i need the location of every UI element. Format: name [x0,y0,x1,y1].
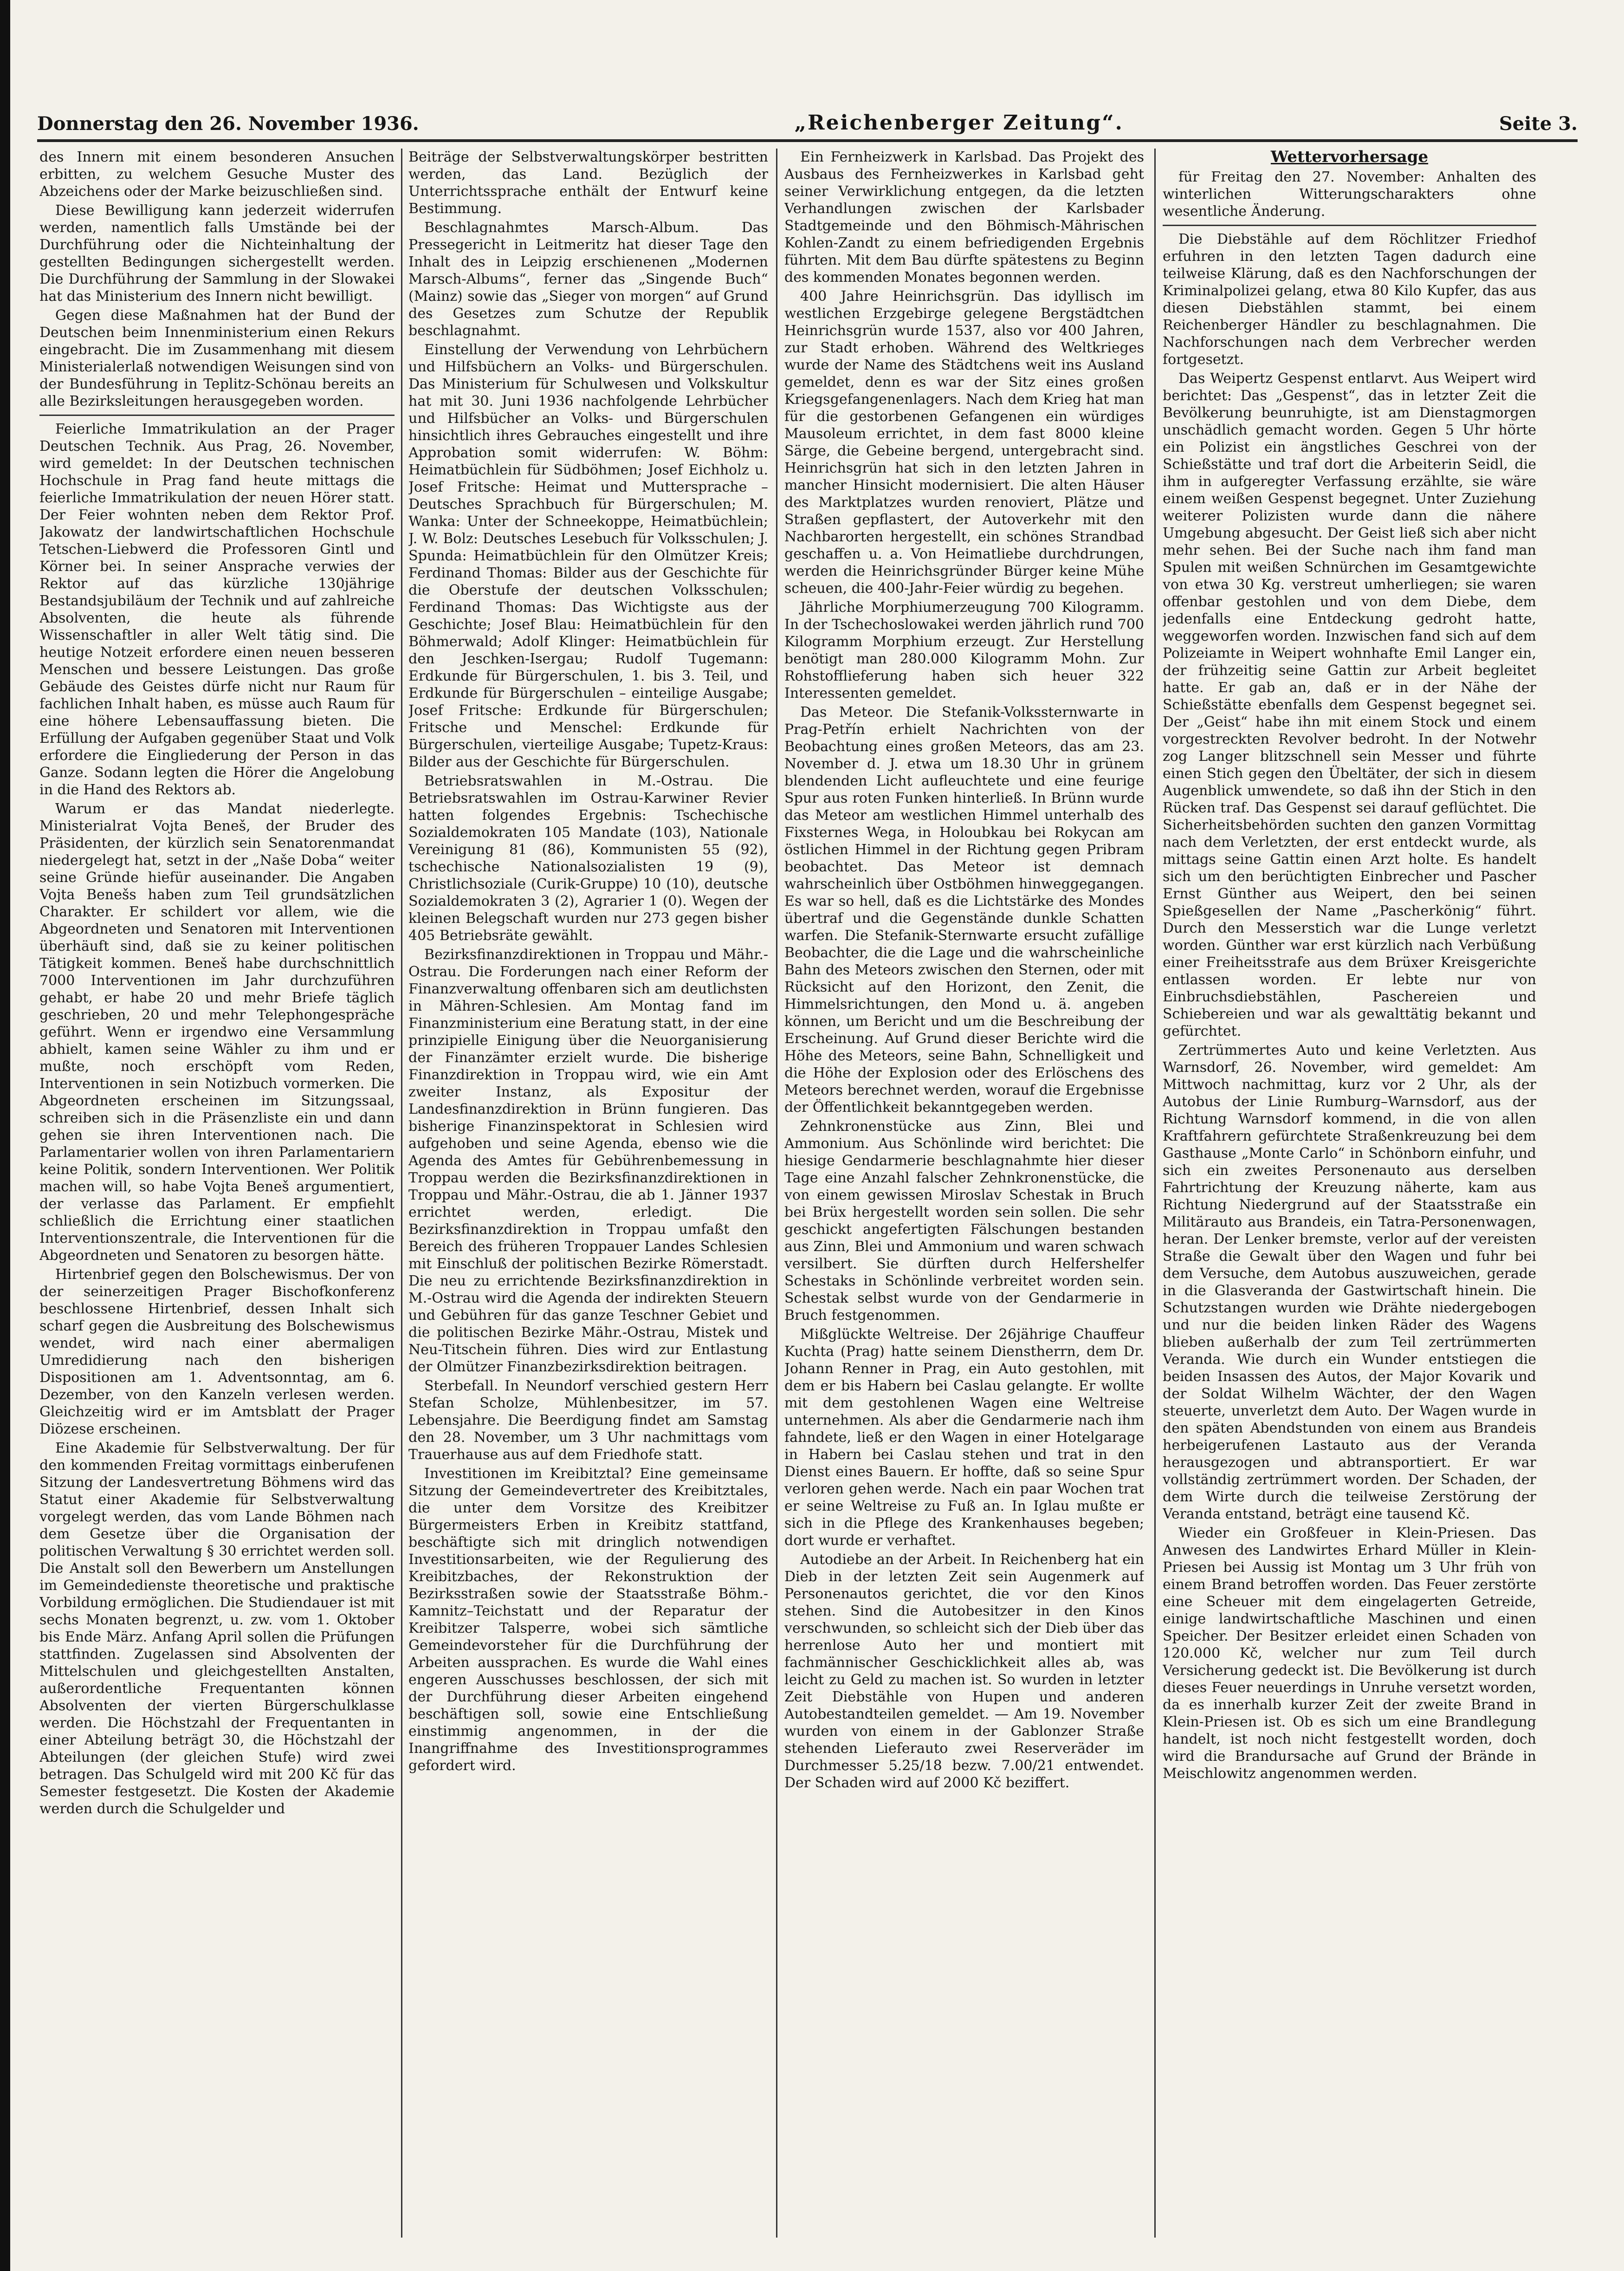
article-paragraph: Bezirksfinanzdirektionen in Troppau und Mähr.-Ostrau. Die Forderungen nach einer Reform der Finanzverwaltung offenbaren sich am deutlichsten in Mähren-Schlesien. Am Montag fand im Finanzministerium eine Beratung statt, in der eine prinzipielle Einigung über die Neuorganisierung der Finanzämter erzielt wurde. Die bisherige Finanzdirektion in Troppau wird, wie ein Amt zweiter Instanz, als Expositur der Landesfinanzdirektion in Brünn fungieren. Das bisherige Finanzinspektorat in Schlesien wird aufgehoben und seine Agenda, ebenso wie die Agenda des Amtes für Gebührenbemessung in Troppau werden die Bezirksfinanzdirektionen in Troppau und Mähr.-Ostrau, die ab 1. Jänner 1937 errichtet werden, erledigt. Die Bezirksfinanzdirektion in Troppau umfaßt den Bereich des früheren Troppauer Landes Schlesien mit Einschluß der politischen Bezirke Römerstadt. Die neu zu errichtende Bezirksfinanzdirektion in M.-Ostrau wird die Agenda der indirekten Steuern und Gebühren für das ganze Teschner Gebiet und die politischen Bezirke Mähr.-Ostrau, Mistek und Neu-Titschein führen. Dies wird zur Entlastung der Olmützer Finanzbezirksdirektion beitragen. [408,947,768,1375]
newspaper-name: „Reichenberger Zeitung“. [794,111,1124,135]
article-paragraph: Investitionen im Kreibitztal? Eine gemeinsame Sitzung der Gemeindevertreter des Kreibitztales, die unter dem Vorsitze des Kreibitzer Bürgermeisters Erben in Kreibitz stattfand, beschäftigte sich mit dringlich notwendigen Investitionsarbeiten, wie der Regulierung des Kreibitzbaches, der Rekonstruktion der Bezirksstraßen sowie der Staatsstraße Böhm.-Kamnitz–Teichstatt und der Reparatur der Kreibitzer Talsperre, wobei sich sämtliche Gemeindevorsteher für die Durchführung der Arbeiten aussprachen. Es wurde die Wahl eines engeren Ausschusses beschlossen, der sich mit der Durchführung dieser Arbeiten eingehend beschäftigen soll, sowie eine Entschließung einstimmig angenommen, in der die Inangriffnahme des Investitionsprogrammes gefordert wird. [408,1466,768,1774]
article-paragraph: Ein Fernheizwerk in Karlsbad. Das Projekt des Ausbaus des Fernheizwerkes in Karlsbad geht seiner Verwirklichung entgegen, da die letzten Verhandlungen zwischen der Karlsbader Stadtgemeinde und den Böhmisch-Mährischen Kohlen-Zandt zu einem befriedigenden Ergebnis führten. Mit dem Bau dürfte spätestens zu Beginn des kommenden Monates begonnen werden. [784,149,1144,285]
article-paragraph: Das Weipertz Gespenst entlarvt. Aus Weipert wird berichtet: Das „Gespenst“, das in letzter Zeit die Bevölkerung beunruhigte, ist am Dienstagmorgen unschädlich gemacht worden. Gegen 5 Uhr hörte ein Polizist ein ängstliches Geschrei von der Schießstätte und traf dort die Arbeiterin Seidl, die ihm in aufgeregter Verfassung erzählte, sie wäre einem weißen Gespenst begegnet. Unter Zuziehung weiterer Polizisten wurde dann die nähere Umgebung abgesucht. Der Geist ließ sich aber nicht mehr sehen. Bei der Suche nach ihm fand man Spulen mit weißen Schnürchen im Gesamtgewichte von etwa 30 Kg. verstreut umherliegen; sie waren offenbar gestohlen und von dem Diebe, dem jedenfalls eine Entdeckung gedroht hatte, weggeworfen worden. Inzwischen fand sich auf dem Polizeiamte in Weipert wohnhafte Emil Langer ein, der frühzeitig seine Gattin zur Arbeit begleitet hatte. Er gab an, daß er in der Nähe der Schießstätte ebenfalls dem Gespenst begegnet sei. Der „Geist“ habe ihn mit einem Stock und einem vorgestreckten Revolver bedroht. In der Notwehr zog Langer blitzschnell sein Messer und führte einen Stich gegen den Übeltäter, der sich in diesem Augenblick umwendete, so daß ihn der Stich in den Rücken traf. Das Gespenst sei darauf geflüchtet. Die Sicherheitsbehörden suchten den ganzen Vormittag nach dem Verletzten, der erst entdeckt wurde, als mittags seine Gattin einen Arzt holte. Es handelt sich um den berüchtigten Einbrecher und Pascher Ernst Günther aus Weipert, den bei seinen Spießgesellen der Name „Pascherkönig“ führt. Durch den Messerstich war die Lunge verletzt worden. Günther war erst kürzlich nach Verbüßung einer Freiheitsstrafe aus dem Brüxer Kreisgerichte entlassen worden. Er lebte nur von Einbruchsdiebstählen, Paschereien und Schiebereien und war als gewalttätig bekannt und gefürchtet. [1163,370,1536,1039]
article-paragraph: Autodiebe an der Arbeit. In Reichenberg hat ein Dieb in der letzten Zeit sein Augenmerk auf Personenautos gerichtet, die vor den Kinos stehen. Sind die Autobesitzer in den Kinos verschwunden, so schleicht sich der Dieb über das herrenlose Auto her und montiert mit fachmännischer Geschicklichkeit alles ab, was leicht zu Geld zu machen ist. So wurden in letzter Zeit Diebstähle von Hupen und anderen Autobestandteilen gemeldet. — Am 19. November wurden von einem in der Gablonzer Straße stehenden Lieferauto zwei Reserveräder im Durchmesser 5.25/18 bezw. 7.00/21 entwendet. Der Schaden wird auf 2000 Kč beziffert. [784,1551,1144,1791]
column-4 [1163,149,1536,2238]
weather-forecast: für Freitag den 27. November: Anhalten des winterlichen Witterungscharakters ohne wesentliche Änderung. [1163,169,1536,220]
header-rule [37,139,1578,142]
article-paragraph: 400 Jahre Heinrichsgrün. Das idyllisch im westlichen Erzgebirge gelegene Bergstädtchen Heinrichsgrün wurde 1537, also vor 400 Jahren, zur Stadt erhoben. Während des Weltkrieges wurde der Name des Städtchens weit ins Ausland gemeldet, denn es war der Sitz eines großen Kriegsgefangenenlagers. Nach dem Krieg hat man für die gestorbenen Gefangenen ein würdiges Mausoleum errichtet, in dem fast 8000 kleine Särge, die Gebeine bergend, untergebracht sind. Heinrichsgrün hat sich in den letzten Jahren in mancher Hinsicht modernisiert. Die alten Häuser des Marktplatzes wurden renoviert, Plätze und Straßen gepflastert, der Autoverkehr mit den Nachbarorten hergestellt, ein schönes Strandbad geschaffen u. a. Von Heimatliebe durchdrungen, werden die Heinrichsgründer Bürger keine Mühe scheuen, die 400-Jahr-Feier würdig zu begehen. [784,288,1144,597]
article-paragraph: Diese Bewilligung kann jederzeit widerrufen werden, namentlich falls Umstände bei der Durchführung oder die Nichteinhaltung der gestellten Bedingungen sichergestellt werden. Die Durchführung der Sammlung in der Slowakei hat das Ministerium des Innern nicht bewilligt. [39,202,395,305]
column-1 [39,149,395,2238]
article-paragraph: Hirtenbrief gegen den Bolschewismus. Der von der seinerzeitigen Prager Bischofkonferenz beschlossene Hirtenbrief, dessen Inhalt sich scharf gegen die Ausbreitung des Bolschewismus wendet, wird nach einer abermaligen Umredidierung nach den bisherigen Dispositionen am 1. Adventsonntag, am 6. Dezember, von den Kanzeln verlesen werden. Gleichzeitig wird er im Amtsblatt der Prager Diözese erscheinen. [39,1266,395,1437]
article-paragraph: Beiträge der Selbstverwaltungskörper bestritten werden, das Land. Bezüglich der Unterrichtssprache enthält der Entwurf keine Bestimmung. [408,149,768,217]
article-paragraph: Wieder ein Großfeuer in Klein-Priesen. Das Anwesen des Landwirtes Erhard Müller in Klein-Priesen bei Aussig ist Montag um 3 Uhr früh von einem Brand betroffen worden. Das Feuer zerstörte eine Scheuer mit dem eingelagerten Getreide, einige landwirtschaftliche Maschinen und einen Speicher. Der Besitzer erleidet einen Schaden von 120.000 Kč, welcher nur zum Teil durch Versicherung gedeckt ist. Die Bevölkerung ist durch dieses Feuer neuerdings in Unruhe versetzt worden, da es innerhalb kurzer Zeit der zweite Brand in Klein-Priesen ist. Ob es sich um eine Brandlegung handelt, ist noch nicht festgestellt worden, doch wird die Brandursache auf Grund der Brände in Meischlowitz angenommen werden. [1163,1525,1536,1782]
page-number: Seite 3. [1499,113,1578,135]
article-paragraph: Jährliche Morphiumerzeugung 700 Kilogramm. In der Tschechoslowakei werden jährlich rund 700 Kilogramm Morphium erzeugt. Zur Herstellung benötigt man 280.000 Kilogramm Mohn. Zur Rohstofflieferung haben sich heuer 322 Interessenten gemeldet. [784,599,1144,701]
weather-heading: Wettervorhersage [1270,149,1429,166]
article-paragraph: Gegen diese Maßnahmen hat der Bund der Deutschen beim Innenministerium einen Rekurs eingebracht. Die im Zusammenhang mit diesem Ministerialerlaß notwendigen Weisungen sind von der Bundesführung in Teplitz-Schönau bereits an alle Bezirksleitungen herausgegeben worden. [39,307,395,409]
article-paragraph: Die Diebstähle auf dem Röchlitzer Friedhof erfuhren in den letzten Tagen dadurch eine teilweise Klärung, daß es den Nachforschungen der Kriminalpolizei gelang, etwa 80 Kilo Kupfer, das aus diesen Diebstählen stammt, bei einem Reichenberger Händler zu beschlagnahmen. Die Nachforschungen nach dem Verbrecher werden fortgesetzt. [1163,231,1536,368]
column-2 [408,149,768,2238]
article-paragraph: Eine Akademie für Selbstverwaltung. Der für den kommenden Freitag vormittags einberufenen Sitzung der Landesvertretung Böhmens wird das Statut einer Akademie für Selbstverwaltung vorgelegt werden, das vom Lande Böhmen nach dem Gesetze über die Organisation der politischen Verwaltung § 30 errichtet werden soll. Die Anstalt soll den Bewerbern um Anstellungen im Gemeindedienste theoretische und praktische Vorbildung ermöglichen. Die Studiendauer ist mit sechs Monaten begrenzt, u. zw. vom 1. Oktober bis Ende März. Anfang April sollen die Prüfungen stattfinden. Zugelassen sind Absolventen der Mittelschulen und gleichgestellten Anstalten, außerordentliche Frequentanten können Absolventen der vierten Bürgerschulklasse werden. Die Höchstzahl der Frequentanten in einer Abteilung beträgt 30, die Höchstzahl der Abteilungen (der gleichen Stufe) wird zwei betragen. Das Schulgeld wird mit 200 Kč für das Semester festgesetzt. Die Kosten der Akademie werden durch die Schulgelder und [39,1440,395,1817]
article-separator [39,415,395,416]
article-paragraph: Feierliche Immatrikulation an der Prager Deutschen Technik. Aus Prag, 26. November, wird gemeldet: In der Deutschen technischen Hochschule in Prag fand heute mittags die feierliche Immatrikulation der neuen Hörer statt. Der Feier wohnten neben dem Rektor Prof. Jakowatz der landwirtschaftlichen Hochschule Tetschen-Liebwerd die Professoren Gintl und Körner bei. In seiner Ansprache verwies der Rektor auf das kürzliche 130jährige Bestandsjubiläum der Technik und auf zahlreiche Absolventen, die heute als führende Wissenschaftler in aller Welt tätig sind. Die heutige Notzeit erfordere einen neuen besseren Menschen und bessere Leistungen. Das große Gebäude des Geistes dürfe nicht nur Raum für fachlichen Inhalt haben, es müsse auch Raum für eine höhere Lebensauffassung bieten. Die Erfüllung der Aufgaben gegenüber Staat und Volk erfordere die Eingliederung der Person in das Ganze. Sodann legten die Hörer die Angelobung in die Hand des Rektors ab. [39,421,395,798]
article-paragraph: Zertrümmertes Auto und keine Verletzten. Aus Warnsdorf, 26. November, wird gemeldet: Am Mittwoch nachmittag, kurz vor 2 Uhr, als der Autobus der Linie Rumburg–Warnsdorf, aus der Richtung Warnsdorf kommend, in die von allen Kraftfahrern gefürchtete Straßenkreuzung bei dem Gasthause „Monte Carlo“ in Schönborn einfuhr, und sich ein zweites Personenauto aus derselben Fahrtrichtung der Kreuzung näherte, kam aus Richtung Niedergrund auf der Staatsstraße ein Militärauto aus Brandeis, ein Tatra-Personenwagen, heran. Der Lenker bremste, verlor auf der vereisten Straße die Gewalt über den Wagen und fuhr bei dem Versuche, dem Autobus auszuweichen, gerade in die Glasveranda der Gastwirtschaft hinein. Die Schutzstangen wurden wie Drähte niedergebogen und nur die beiden linken Räder des Wagens blieben außerhalb der zum Teil zertrümmerten Veranda. Wie durch ein Wunder entstiegen die beiden Insassen des Autos, der Major Kovarik und der Soldat Wilhelm Wächter, der den Wagen steuerte, unverletzt dem Auto. Der Wagen wurde in den späten Abendstunden von einem aus Brandeis herbeigerufenen Lastauto aus der Veranda herausgezogen und abtransportiert. Er war vollständig zertrümmert worden. Der Schaden, der dem Wirte durch die teilweise Zerstörung der Veranda entstand, beträgt eine tausend Kč. [1163,1042,1536,1522]
column-rule [776,149,777,2238]
article-paragraph: Betriebsratswahlen in M.-Ostrau. Die Betriebsratswahlen im Ostrau-Karwiner Revier hatten folgendes Ergebnis: Tschechische Sozialdemokraten 105 Mandate (103), Nationale Vereinigung 81 (86), Kommunisten 55 (92), tschechische Nationalsozialisten 19 (9), Christlichsoziale (Curik-Gruppe) 10 (10), deutsche Sozialdemokraten 3 (2), Agrarier 1 (0). Wegen der kleinen Belegschaft wurden nur 273 gegen bisher 405 Betriebsräte gewählt. [408,773,768,944]
page-header [37,102,1578,135]
article-paragraph: Mißglückte Weltreise. Der 26jährige Chauffeur Kuchta (Prag) hatte seinem Dienstherrn, dem Dr. Johann Renner in Prag, ein Auto gestohlen, mit dem er bis Habern bei Caslau gelangte. Er wollte mit dem gestohlenen Wagen eine Weltreise unternehmen. Als aber die Gendarmerie nach ihm fahndete, ließ er den Wagen in einer Hotelgarage in Habern bei Caslau stehen und trat in den Dienst eines Bauern. Er hoffte, daß so seine Spur verloren gehen werde. Nach ein paar Wochen trat er seine Weltreise zu Fuß an. In Iglau mußte er sich in die Pflege des Krankenhauses begeben; dort wurde er verhaftet. [784,1326,1144,1549]
article-paragraph: Das Meteor. Die Stefanik-Volkssternwarte in Prag-Petřín erhielt Nachrichten von der Beobachtung eines großen Meteors, das am 23. November d. J. etwa um 18.30 Uhr in grünem blendenden Licht aufleuchtete und eine feurige Spur aus roten Funken hinterließ. In Brünn wurde das Meteor am westlichen Himmel unterhalb des Fixsternes Wega, in Holoubkau bei Rokycan am östlichen Himmel in der Richtung gegen Pribram beobachtet. Das Meteor ist demnach wahrscheinlich über Ostböhmen hinweggegangen. Es war so hell, daß es die Lichtstärke des Mondes übertraf und die Gegenstände dunkle Schatten warfen. Die Stefanik-Sternwarte ersucht zufällige Beobachter, die die Lage und die wahrscheinliche Bahn des Meteors zwischen den Sternen, oder mit Rücksicht auf den Horizont, den Zenit, die Himmelsrichtungen, den Mond u. ä. angeben können, um Bericht und um die Beschreibung der Erscheinung. Auf Grund dieser Berichte wird die Höhe des Meteors, seine Bahn, Schnelligkeit und die Höhe der Explosion oder des Erlöschens des Meteors berechnet werden, worauf die Ergebnisse der Öffentlichkeit bekanntgegeben werden. [784,704,1144,1116]
article-paragraph: Einstellung der Verwendung von Lehrbüchern und Hilfsbüchern an Volks- und Bürgerschulen. Das Ministerium für Schulwesen und Volkskultur hat mit 30. Juni 1936 nachfolgende Lehrbücher und Hilfsbücher an Volks- und Bürgerschulen hinsichtlich ihres Gebrauches eingestellt und ihre Approbation somit widerrufen: W. Böhm: Heimatbüchlein für Südböhmen; Josef Eichholz u. Josef Fritsche: Heimat und Muttersprache – Deutsches Sprachbuch für Bürgerschulen; M. Wanka: Unter der Schneekoppe, Heimatbüchlein; J. W. Bolz: Deutsches Lesebuch für Volksschulen; J. Spunda: Heimatbüchlein für den Olmützer Kreis; Ferdinand Thomas: Bilder aus der Geschichte für die Oberstufe der deutschen Volksschulen; Ferdinand Thomas: Das Wichtigste aus der Geschichte; Josef Blau: Heimatbüchlein für den Böhmerwald; Adolf Klinger: Heimatbüchlein für den Jeschken-Isergau; Rudolf Tugemann: Erdkunde für Bürgerschulen, 1. bis 3. Teil, und Erdkunde für Bürgerschulen – einteilige Ausgabe; Josef Fritsche: Erdkunde für Bürgerschulen; Fritsche und Menschel: Erdkunde für Bürgerschulen, vierteilige Ausgabe; Tupetz-Kraus: Bilder aus der Geschichte für Bürgerschulen. [408,342,768,770]
column-rule [1154,149,1156,2238]
article-paragraph: Zehnkronenstücke aus Zinn, Blei und Ammonium. Aus Schönlinde wird berichtet: Die hiesige Gendarmerie beschlagnahmte hier dieser Tage eine Anzahl falscher Zehnkronenstücke, die von einem gewissen Miroslav Schestak in Bruch bei Brüx hergestellt worden sein sollen. Die sehr geschickt angefertigten Fälschungen bestanden aus Zinn, Blei und Ammonium und waren schwach versilbert. Sie dürften durch Helfershelfer Schestaks in Schönlinde verbreitet worden sein. Schestak selbst wurde von der Gendarmerie in Bruch festgenommen. [784,1118,1144,1324]
article-paragraph: des Innern mit einem besonderen Ansuchen erbitten, zu welchem Gesuche Muster des Abzeichens oder der Marke beizuschließen sind. [39,149,395,200]
column-3 [784,149,1144,2238]
scan-edge [0,0,10,2271]
article-paragraph: Warum er das Mandat niederlegte. Ministerialrat Vojta Beneš, der Bruder des Präsidenten, der kürzlich sein Senatorenmandat niedergelegt hat, setzt in der „Naše Doba“ weiter seine Gründe hiefür auseinander. Die Angaben Vojta Benešs haben zum Teil grundsätzlichen Charakter. Er schildert vor allem, wie die Abgeordneten und Senatoren mit Interventionen überhäuft sind, daß sie zu keiner politischen Tätigkeit kommen. Beneš habe durchschnittlich 7000 Interventionen im Jahr durchzuführen gehabt, er habe 20 und mehr Briefe täglich geschrieben, 20 und mehr Telephongespräche geführt. Wenn er irgendwo eine Versammlung abhielt, kamen seine Wähler zu ihm und er mußte, noch erschöpft vom Reden, Interventionen in sein Notizbuch vormerken. Die Abgeordneten erscheinen im Sitzungssaal, schreiben sich in die Präsenzliste ein und dann gehen sie ihren Interventionen nach. Die Parlamentarier wollen von ihren Parlamentariern keine Politik, sondern Interventionen. Wer Politik machen will, so habe Vojta Beneš argumentiert, der verlasse das Parlament. Er empfiehlt schließlich die Errichtung einer staatlichen Interventionszentrale, die Interventionen für die Abgeordneten und Senatoren zu besorgen hätte. [39,801,395,1264]
article-paragraph: Sterbefall. In Neundorf verschied gestern Herr Stefan Scholze, Mühlenbesitzer, im 57. Lebensjahre. Die Beerdigung findet am Samstag den 28. November, um 3 Uhr nachmittags vom Trauerhause aus auf dem Friedhofe statt. [408,1378,768,1463]
column-rule [401,149,402,2238]
article-separator [1163,225,1536,226]
issue-date: Donnerstag den 26. November 1936. [37,113,419,135]
article-paragraph: Beschlagnahmtes Marsch-Album. Das Pressegericht in Leitmeritz hat dieser Tage den Inhalt des in Leipzig erschienenen „Modernen Marsch-Albums“, ferner das „Singende Buch“ (Mainz) sowie das „Sieger von morgen“ auf Grund des Gesetzes zum Schutze der Republik beschlagnahmt. [408,220,768,339]
